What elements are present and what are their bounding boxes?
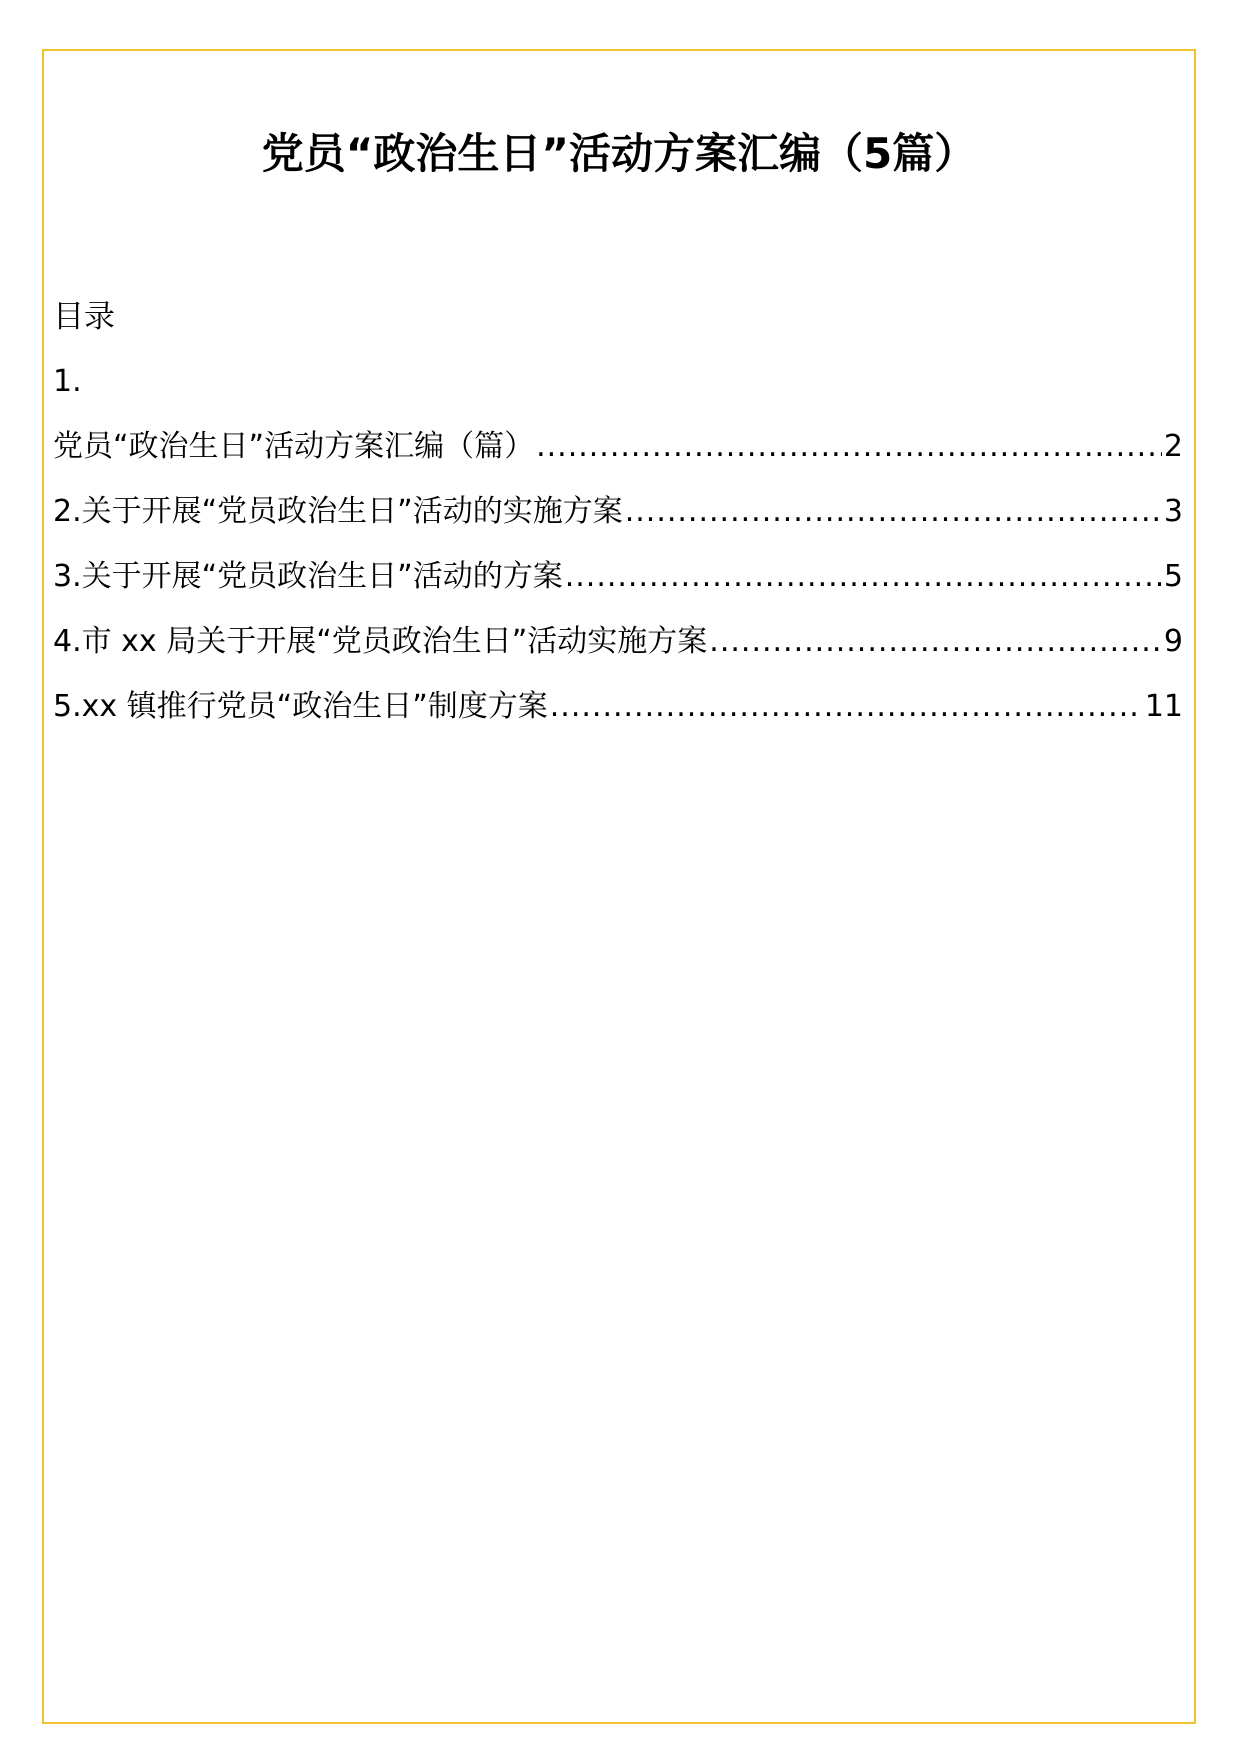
table-of-contents (53, 362, 1183, 752)
toc-entry-4[interactable] (53, 622, 1183, 662)
toc-dot-leader (709, 622, 1162, 662)
toc-entry-text: 党员“政治生日”活动方案汇编（篇） (53, 429, 535, 464)
toc-page-number: 2 (1163, 429, 1183, 464)
toc-page-number: 9 (1163, 624, 1183, 659)
toc-entry-text: 3.关于开展“党员政治生日”活动的方案 (53, 559, 563, 594)
toc-entry-1[interactable] (53, 427, 1183, 467)
toc-heading: 目录 (53, 299, 115, 335)
toc-dot-leader (550, 687, 1143, 727)
toc-entry-text: 2.关于开展“党员政治生日”活动的实施方案 (53, 494, 623, 529)
toc-page-number: 5 (1163, 559, 1183, 594)
toc-number-line: 1. (53, 364, 82, 399)
toc-entry-3[interactable] (53, 557, 1183, 597)
page-border (42, 49, 1196, 1724)
toc-dot-leader (565, 557, 1162, 597)
toc-entry-text: 5.xx 镇推行党员“政治生日”制度方案 (53, 689, 548, 724)
toc-page-number: 11 (1144, 689, 1183, 724)
toc-dot-leader (536, 427, 1162, 467)
toc-entry-5[interactable] (53, 687, 1183, 727)
toc-page-number: 3 (1163, 494, 1183, 529)
toc-entry-text: 4.市 xx 局关于开展“党员政治生日”活动实施方案 (53, 624, 708, 659)
toc-dot-leader (625, 492, 1162, 532)
document-title: 党员“政治生日”活动方案汇编（5篇） (261, 129, 977, 178)
toc-entry-2[interactable] (53, 492, 1183, 532)
